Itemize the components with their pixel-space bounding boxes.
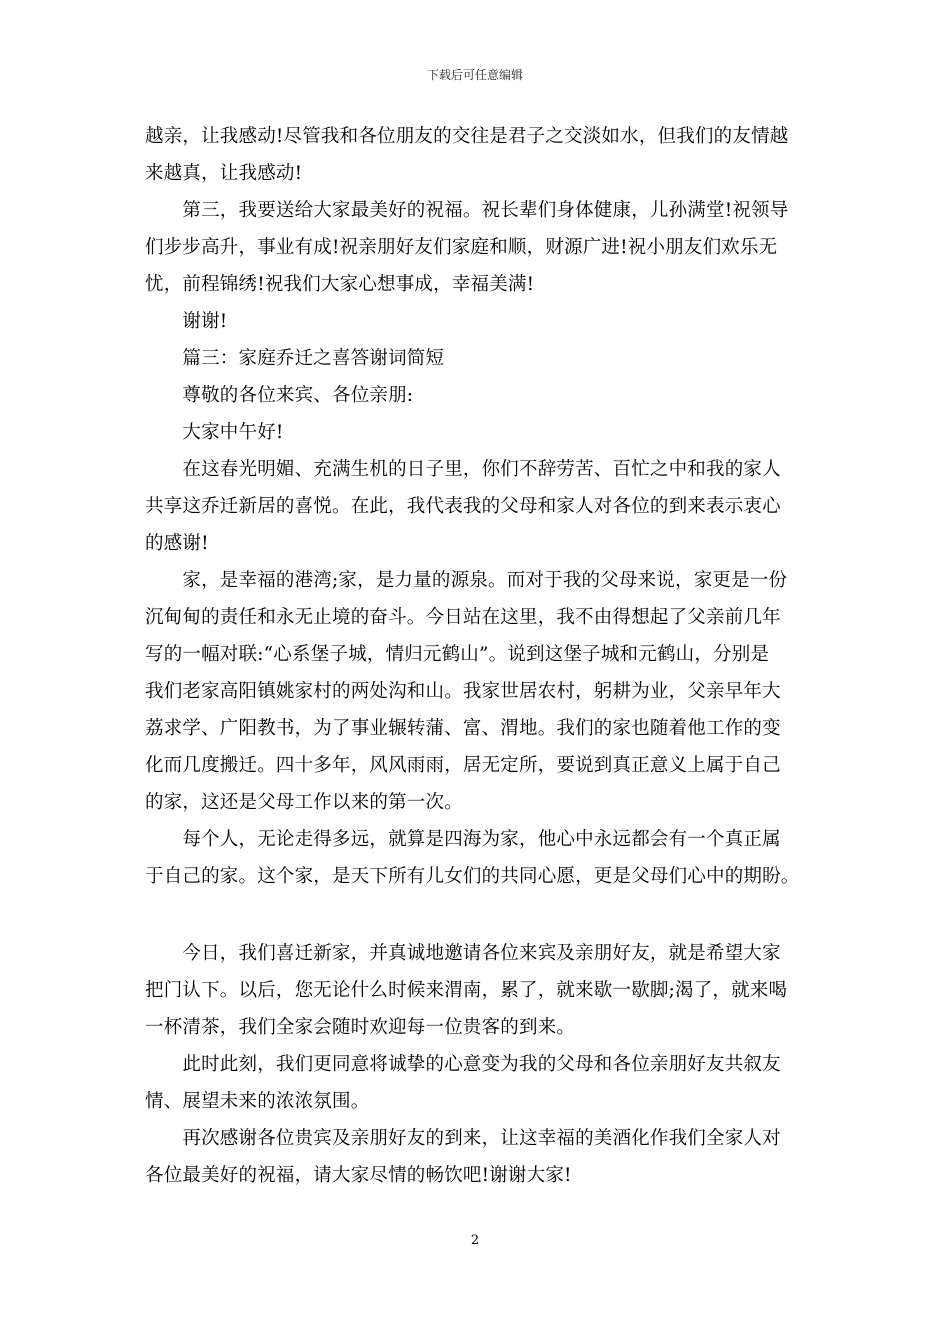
- text-line: 共享这乔迁新居的喜悦。在此，我代表我的父母和家人对各位的到来表示衷心: [145, 496, 781, 517]
- text-line: 谢谢!: [145, 311, 228, 332]
- text-line: 一杯清茶，我们全家会随时欢迎每一位贵客的到来。: [145, 1017, 576, 1038]
- text-line: 我们老家高阳镇姚家村的两处沟和山。我家世居农村，躬耕为业，父亲早年大: [145, 681, 781, 702]
- text-line: 此时此刻，我们更同意将诚挚的心意变为我的父母和各位亲朋好友共叙友: [145, 1054, 781, 1075]
- text-line: 沉甸甸的责任和永无止境的奋斗。今日站在这里，我不由得想起了父亲前几年: [145, 607, 781, 628]
- text-line: 大家中午好!: [145, 422, 284, 443]
- text-line: 来越真，让我感动!: [145, 163, 303, 184]
- page-number: 2: [470, 1233, 480, 1248]
- text-line: 荔求学、广阳教书，为了事业辗转蒲、富、渭地。我们的家也随着他工作的变: [145, 718, 781, 739]
- text-line: 的感谢!: [145, 533, 209, 554]
- text-line: 把门认下。以后，您无论什么时候来渭南，累了，就来歇一歇脚;渴了，就来喝: [145, 980, 788, 1001]
- text-line: 于自己的家。这个家，是天下所有儿女们的共同心愿，更是父母们心中的期盼。: [145, 866, 800, 887]
- text-line: 写的一幅对联:“心系堡子城，情归元鹤山”。说到这堡子城和元鹤山，分别是: [145, 644, 770, 665]
- text-line: 再次感谢各位贵宾及亲朋好友的到来，让这幸福的美酒化作我们全家人对: [145, 1128, 781, 1149]
- text-line: 们步步高升，事业有成!祝亲朋好友们家庭和顺，财源广进!祝小朋友们欢乐无: [145, 237, 778, 258]
- text-line: 第三，我要送给大家最美好的祝福。祝长辈们身体健康，儿孙满堂!祝领导: [145, 200, 789, 221]
- text-line: 尊敬的各位来宾、各位亲朋:: [145, 385, 414, 406]
- section-title: 篇三：家庭乔迁之喜答谢词简短: [145, 348, 445, 369]
- text-line: 在这春光明媚、充满生机的日子里，你们不辞劳苦、百忙之中和我的家人: [145, 459, 781, 480]
- paragraph-gap: [145, 895, 815, 935]
- text-line: 家，是幸福的港湾;家，是力量的源泉。而对于我的父母来说，家更是一份: [145, 570, 788, 591]
- text-line: 的家，这还是父母工作以来的第一次。: [145, 792, 463, 813]
- text-line: 化而几度搬迁。四十多年，风风雨雨，居无定所，要说到真正意义上属于自己: [145, 755, 781, 776]
- text-line: 每个人，无论走得多远，就算是四海为家，他心中永远都会有一个真正属: [145, 829, 781, 850]
- text-line: 情、展望未来的浓浓氛围。: [145, 1091, 370, 1112]
- page-header: 下载后可任意编辑: [426, 68, 523, 82]
- text-line: 忧，前程锦绣!祝我们大家心想事成，幸福美满!: [145, 274, 535, 295]
- document-body: [145, 118, 815, 1194]
- text-line: 各位最美好的祝福，请大家尽情的畅饮吧!谢谢大家!: [145, 1165, 572, 1186]
- text-line: 今日，我们喜迁新家，并真诚地邀请各位来宾及亲朋好友，就是希望大家: [145, 943, 781, 964]
- text-line: 越亲，让我感动!尽管我和各位朋友的交往是君子之交淡如水，但我们的友情越: [145, 126, 789, 147]
